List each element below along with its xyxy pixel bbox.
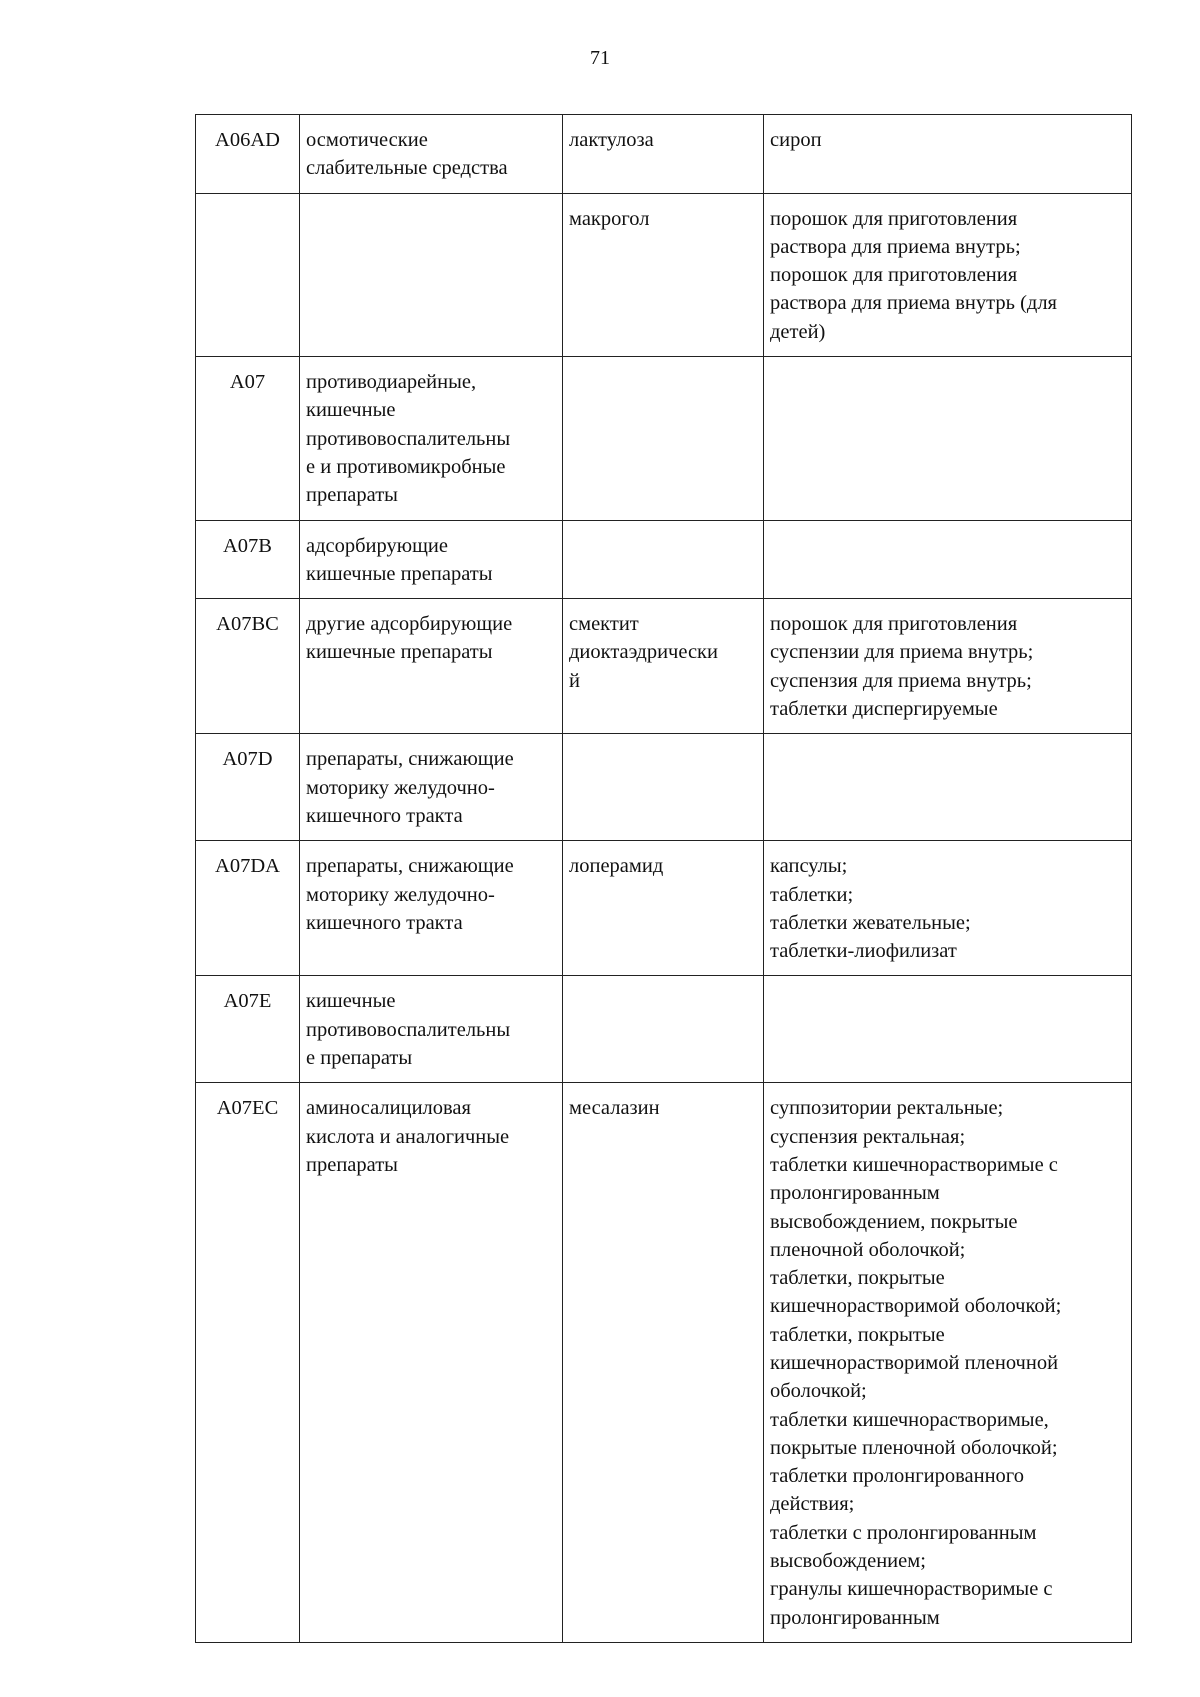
anatomical-group-line: слабительные средства (306, 157, 508, 180)
dosage-forms-line: порошок для приготовления (770, 613, 1018, 636)
anatomical-group-cell (300, 357, 563, 520)
anatomical-group-line: противовоспалительны (306, 427, 511, 450)
substance-cell (563, 357, 764, 520)
anatomical-group-line: кислота и аналогичные (306, 1125, 510, 1148)
substance-cell (563, 734, 764, 841)
atc-code-cell: A07 (196, 357, 300, 520)
anatomical-group-line: препараты, снижающие (306, 855, 514, 878)
dosage-forms-line: кишечнорастворимой пленочной (770, 1351, 1059, 1374)
dosage-forms-line: высвобождением, покрытые (770, 1210, 1018, 1233)
anatomical-group-line: моторику желудочно- (306, 883, 495, 906)
anatomical-group-line: препараты, снижающие (306, 748, 514, 771)
dosage-forms-line: кишечнорастворимой оболочкой; (770, 1295, 1062, 1318)
dosage-forms-line: таблетки с пролонгированным (770, 1521, 1037, 1544)
dosage-forms-line: суспензия ректальная; (770, 1125, 966, 1148)
dosage-forms-line: детей) (770, 320, 826, 343)
table-row (196, 734, 1132, 841)
anatomical-group-line: адсорбирующие (306, 534, 448, 557)
table-row (196, 599, 1132, 734)
anatomical-group-line: е препараты (306, 1047, 413, 1070)
substance-line: й (569, 669, 580, 692)
anatomical-group-line: кишечные (306, 399, 396, 422)
dosage-forms-line: действия; (770, 1493, 855, 1516)
drug-classification-table (195, 114, 1132, 1643)
anatomical-group-line: е и противомикробные (306, 455, 506, 478)
dosage-forms-line: таблетки-лиофилизат (770, 940, 957, 963)
dosage-forms-cell (764, 976, 1132, 1083)
anatomical-group-cell (300, 599, 563, 734)
dosage-forms-line: таблетки кишечнорастворимые, (770, 1408, 1049, 1431)
atc-code-cell: A07BC (196, 599, 300, 734)
dosage-forms-line: суппозитории ректальные; (770, 1097, 1004, 1120)
page-number: 71 (590, 47, 610, 69)
dosage-forms-line: суспензии для приема внутрь; (770, 641, 1034, 664)
dosage-forms-cell (764, 841, 1132, 976)
anatomical-group-line: противодиарейные, (306, 371, 477, 394)
dosage-forms-line: пленочной оболочкой; (770, 1238, 966, 1261)
dosage-forms-cell (764, 599, 1132, 734)
table-row (196, 976, 1132, 1083)
substance-cell (563, 520, 764, 599)
dosage-forms-cell (764, 193, 1132, 356)
dosage-forms-line: таблетки; (770, 883, 854, 906)
anatomical-group-line: осмотические (306, 129, 428, 151)
anatomical-group-line: кишечные (306, 990, 396, 1013)
atc-code-cell: A07D (196, 734, 300, 841)
substance-cell (563, 1083, 764, 1643)
substance-line: макрогол (569, 207, 650, 230)
atc-code-cell: A07DA (196, 841, 300, 976)
dosage-forms-cell (764, 357, 1132, 520)
dosage-forms-line: оболочкой; (770, 1380, 867, 1403)
anatomical-group-cell (300, 976, 563, 1083)
substance-line: месалазин (569, 1097, 660, 1120)
dosage-forms-line: высвобождением; (770, 1550, 926, 1573)
anatomical-group-cell (300, 734, 563, 841)
dosage-forms-line: таблетки, покрытые (770, 1323, 945, 1346)
anatomical-group-cell (300, 841, 563, 976)
anatomical-group-line: кишечного тракта (306, 804, 463, 827)
dosage-forms-line: суспензия для приема внутрь; (770, 669, 1032, 692)
substance-cell (563, 193, 764, 356)
dosage-forms-line: таблетки диспергируемые (770, 698, 998, 721)
table-row (196, 841, 1132, 976)
anatomical-group-line: моторику желудочно- (306, 776, 495, 799)
substance-line: диоктаэдрически (569, 641, 718, 664)
dosage-forms-line: пролонгированным (770, 1182, 940, 1205)
anatomical-group-line: препараты (306, 484, 398, 507)
anatomical-group-line: аминосалициловая (306, 1097, 471, 1120)
dosage-forms-line: таблетки, покрытые (770, 1267, 945, 1290)
atc-code-cell (196, 193, 300, 356)
table-row (196, 1083, 1132, 1643)
dosage-forms-cell (764, 520, 1132, 599)
anatomical-group-line: кишечные препараты (306, 562, 493, 585)
atc-code-cell: A07E (196, 976, 300, 1083)
dosage-forms-line: гранулы кишечнорастворимые с (770, 1578, 1053, 1601)
dosage-forms-line: раствора для приема внутрь (для (770, 292, 1057, 315)
substance-line: смектит (569, 613, 639, 636)
dosage-forms-cell (764, 734, 1132, 841)
table-row (196, 115, 1132, 194)
anatomical-group-line: препараты (306, 1153, 398, 1176)
table-row (196, 520, 1132, 599)
atc-code-cell: A06AD (196, 115, 300, 194)
anatomical-group-cell (300, 193, 563, 356)
dosage-forms-line: капсулы; (770, 855, 848, 878)
anatomical-group-line: кишечные препараты (306, 641, 493, 664)
dosage-forms-line: пролонгированным (770, 1606, 940, 1629)
anatomical-group-line: противовоспалительны (306, 1018, 511, 1041)
dosage-forms-line: таблетки пролонгированного (770, 1465, 1024, 1488)
dosage-forms-cell (764, 1083, 1132, 1643)
dosage-forms-line: покрытые пленочной оболочкой; (770, 1436, 1058, 1459)
substance-cell (563, 976, 764, 1083)
anatomical-group-line: кишечного тракта (306, 911, 463, 934)
substance-cell (563, 841, 764, 976)
table-row (196, 357, 1132, 520)
substance-line: лоперамид (569, 855, 664, 878)
atc-code-cell: A07B (196, 520, 300, 599)
table-row (196, 193, 1132, 356)
substance-line: лактулоза (569, 129, 654, 151)
substance-cell (563, 599, 764, 734)
dosage-forms-cell (764, 115, 1132, 194)
anatomical-group-cell (300, 1083, 563, 1643)
anatomical-group-cell (300, 115, 563, 194)
atc-code-cell: A07EC (196, 1083, 300, 1643)
dosage-forms-line: порошок для приготовления (770, 264, 1018, 287)
dosage-forms-line: сироп (770, 129, 822, 151)
dosage-forms-line: раствора для приема внутрь; (770, 235, 1021, 258)
dosage-forms-line: порошок для приготовления (770, 207, 1018, 230)
dosage-forms-line: таблетки кишечнорастворимые с (770, 1153, 1058, 1176)
anatomical-group-cell (300, 520, 563, 599)
substance-cell (563, 115, 764, 194)
dosage-forms-line: таблетки жевательные; (770, 911, 971, 934)
anatomical-group-line: другие адсорбирующие (306, 613, 513, 636)
